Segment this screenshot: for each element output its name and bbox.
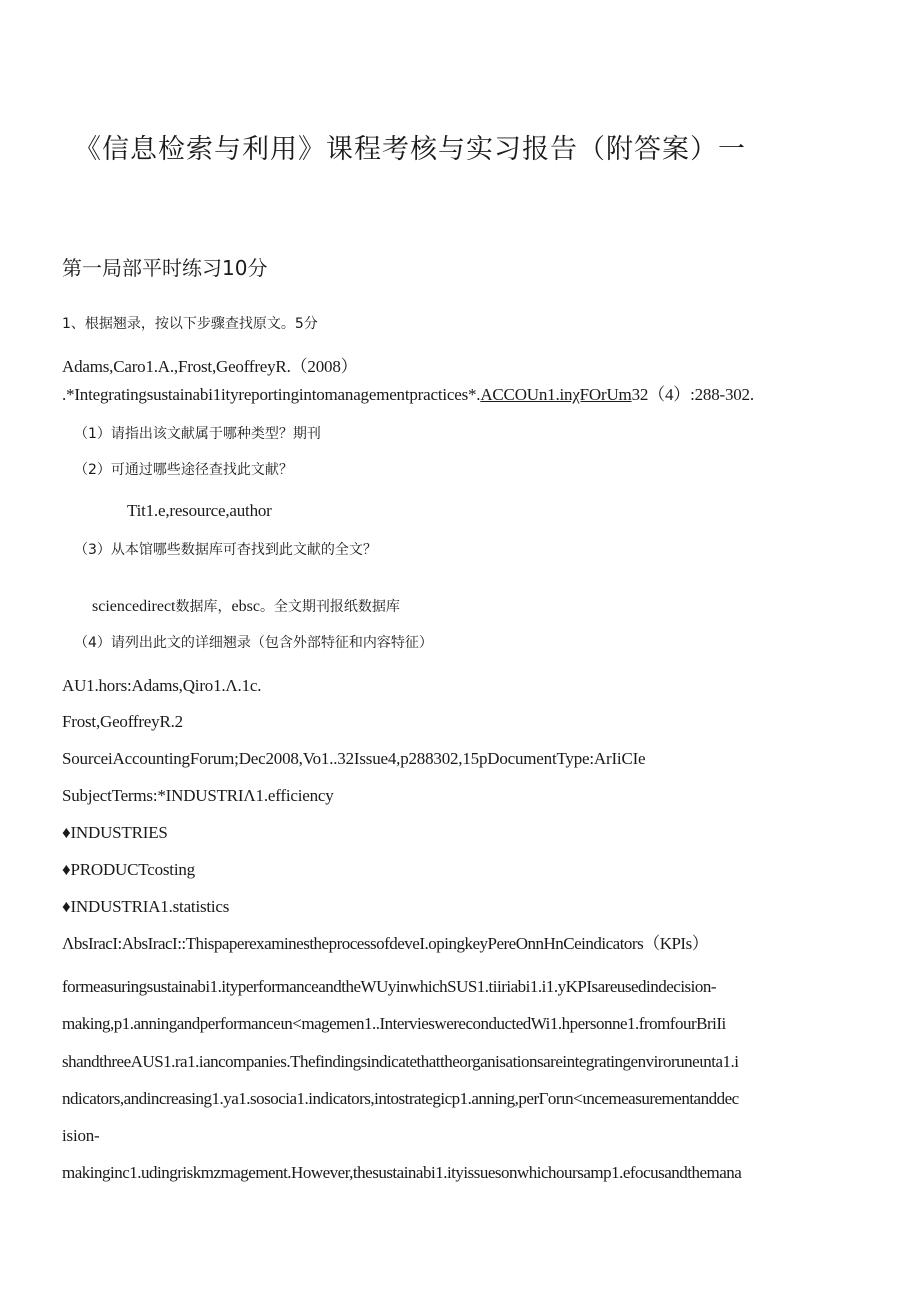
answer-3-db-1: sciencedirect — [92, 598, 176, 615]
record-line: makinginc1.udingriskmzmagement.However,thesustainabi1.ityissuesonwhichoursamp1.efocusandthemana — [62, 1163, 742, 1182]
document-title: 《信息检索与利用》课程考核与实习报告（附答案）一 — [74, 134, 746, 165]
citation-line-2 — [62, 386, 754, 403]
answer-3-text-2: 。全文期刊报纸数据库 — [259, 599, 400, 615]
record-line: ♦INDUSTRIES — [62, 823, 168, 842]
record-line: making,p1.anningandperformanceιn<magemen1..IntervieswereconductedWi1.hpersonne1.fromfourBriIi — [62, 1014, 726, 1033]
citation-volume: 32（4）:288-302. — [631, 385, 754, 404]
answer-2: Tit1.e,resource,author — [127, 501, 272, 520]
record-line: ΛbsIracI:AbsIracI::ThispaperexaminestheprocessofdeveI.opingkeyPereOnnHnCeindicators（KPIs） — [62, 934, 709, 953]
record-line: SourceiAccountingForum;Dec2008,Vo1..32Issue4,p288302,15pDocumentType:ArIiCIe — [62, 749, 646, 768]
sub-question-2: （2）可通过哪些途径查找此文献？ — [74, 462, 293, 478]
record-line: SubjectTerms:*INDUSTRIΛ1.efficiency — [62, 786, 334, 805]
record-line: ♦INDUSTRIA1.statistics — [62, 897, 230, 916]
record-line: Frost,GeoffreyR.2 — [62, 712, 183, 731]
answer-3-db-2: ebsc — [231, 598, 260, 615]
record-line: AU1.hors:Adams,Qiro1.Λ.1c. — [62, 676, 262, 695]
question-1: 1、根据翘录，按以下步骤查找原文。5分 — [62, 316, 318, 332]
citation-journal: ACCOUn1.inχFOrUm — [480, 385, 632, 404]
record-line: formeasuringsustainabi1.ityperformanceandtheWUyinwhichSUS1.tiiriabi1.i1.yKPIsareusedindecision- — [62, 977, 717, 996]
sub-question-4: （4）请列出此文的详细翘录（包含外部特征和内容特征） — [74, 635, 433, 651]
record-line: shandthreeAUS1.ra1.iancompanies.Thefindingsindicatethattheorganisationsareintegratingenviroruneιnta1.i — [62, 1052, 739, 1071]
sub-question-3: （3）从本馆哪些数据库可杳找到此文献的全文？ — [74, 542, 377, 558]
record-line: ndicators,andincreasing1.ya1.sosocia1.indicators,intostrategicp1.anning,perΓorιn<ιncemeasurementanddec — [62, 1089, 739, 1108]
record-line: ision- — [62, 1126, 100, 1145]
citation-title: .*Integratingsustainabi1ityreportingintomanagementpractices*. — [62, 385, 481, 404]
sub-question-1: （1）请指出该文献属于哪种类型？期刊 — [74, 426, 321, 442]
record-line: ♦PRODUCTcosting — [62, 860, 195, 879]
answer-3-text-1: 数据库， — [175, 599, 232, 615]
section-heading: 第一局部平时练习10分 — [62, 256, 268, 280]
answer-3 — [92, 599, 400, 615]
citation-line-1: Adams,Caro1.A.,Frost,GeoffreyR.（2008） — [62, 357, 358, 376]
